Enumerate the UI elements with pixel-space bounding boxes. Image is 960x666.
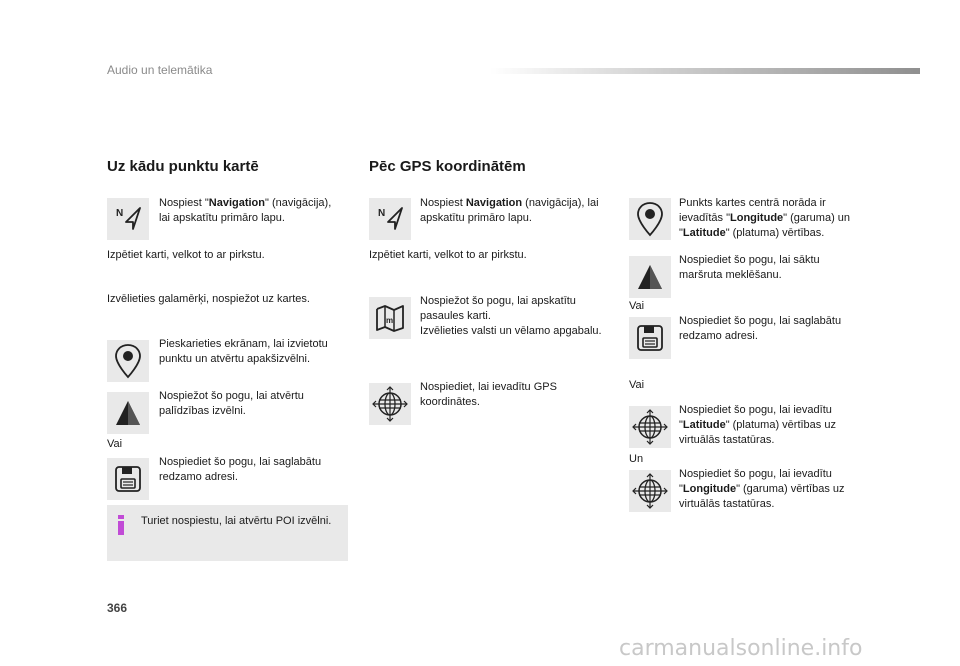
latitude-input-button[interactable]: [629, 406, 671, 448]
route-triangle-icon: [635, 262, 665, 292]
left-explore-text: Izpētiet karti, velkot to ar pirkstu.: [107, 249, 265, 261]
map-pin-icon: [635, 201, 665, 237]
left-nav-instruction: Nospiest "Navigation" (navigācija), lai apskatītu primāro lapu.: [159, 197, 332, 224]
middle-world-text: Nospiežot šo pogu, lai apskatītu pasaules karti. Izvēlieties valsti un vēlamo apgabalu.: [420, 295, 602, 337]
section-title-gps: Pēc GPS koordinātēm: [369, 158, 526, 175]
save-disk-icon: [635, 323, 665, 353]
right-save-text: Nospiediet šo pogu, lai saglabātu redzamo adresi.: [679, 315, 842, 342]
map-pin-button[interactable]: [107, 340, 149, 382]
right-and-text: Un: [629, 453, 644, 465]
svg-text:N: N: [378, 208, 386, 219]
section-title-map-point: Uz kādu punktu kartē: [107, 158, 259, 175]
world-map-button[interactable]: [369, 297, 411, 339]
info-text: Turiet nospiestu, lai atvērtu POI izvēlni.: [141, 515, 332, 527]
right-save-address-button[interactable]: [629, 317, 671, 359]
middle-nav-instruction: Nospiest Navigation (navigācija), lai apskatītu primāro lapu.: [420, 197, 599, 224]
watermark: carmanualsonline.info: [619, 636, 863, 661]
right-or-text-1: Vai: [629, 300, 645, 312]
navigation-button[interactable]: [107, 198, 149, 240]
svg-text:m: m: [386, 316, 394, 325]
header-divider: [490, 68, 920, 74]
info-icon: [114, 514, 128, 541]
navigation-arrow-icon: [375, 204, 405, 234]
center-pin-indicator: [629, 198, 671, 240]
svg-text:N: N: [116, 208, 124, 219]
right-longitude-text: Nospiediet šo pogu, lai ievadītu "Longitude" (garuma) vērtības uz virtuālās tastatūras.: [679, 468, 845, 510]
folded-map-icon: [374, 303, 406, 333]
gps-navigation-button[interactable]: [369, 198, 411, 240]
right-center-text: Punkts kartes centrā norāda ir ievadītās "Longitude" (garuma) un "Latitude" (platuma) vērtības.: [679, 197, 851, 239]
left-or-text: Vai: [107, 438, 123, 450]
right-latitude-text: Nospiediet šo pogu, lai ievadītu "Latitude" (platuma) vērtības uz virtuālās tastatūras.: [679, 404, 836, 446]
left-save-text: Nospiediet šo pogu, lai saglabātu redzamo adresi.: [159, 456, 322, 483]
page-number: 366: [107, 601, 128, 615]
middle-gps-text: Nospiediet, lai ievadītu GPS koordinātes.: [420, 381, 557, 408]
navigation-arrow-icon: [113, 204, 143, 234]
save-disk-icon: [113, 464, 143, 494]
gps-coordinates-button[interactable]: [369, 383, 411, 425]
globe-icon: [372, 386, 408, 422]
left-choose-text: Izvēlieties galamērķi, nospiežot uz kartes.: [107, 293, 310, 305]
start-route-button[interactable]: [629, 256, 671, 298]
left-touch-text: Pieskarieties ekrānam, lai izvietotu punktu un atvērtu apakšizvēlni.: [159, 338, 328, 365]
globe-icon: [632, 473, 668, 509]
route-triangle-icon: [113, 398, 143, 428]
right-or-text-2: Vai: [629, 379, 645, 391]
middle-explore-text: Izpētiet karti, velkot to ar pirkstu.: [369, 249, 527, 261]
globe-icon: [632, 409, 668, 445]
map-pin-icon: [113, 343, 143, 379]
right-start-text: Nospiediet šo pogu, lai sāktu maršruta meklēšanu.: [679, 254, 820, 281]
longitude-input-button[interactable]: [629, 470, 671, 512]
help-button[interactable]: [107, 392, 149, 434]
save-address-button[interactable]: [107, 458, 149, 500]
left-help-text: Nospiežot šo pogu, lai atvērtu palīdzības izvēlni.: [159, 390, 304, 417]
running-header: Audio un telemātika: [107, 63, 213, 77]
